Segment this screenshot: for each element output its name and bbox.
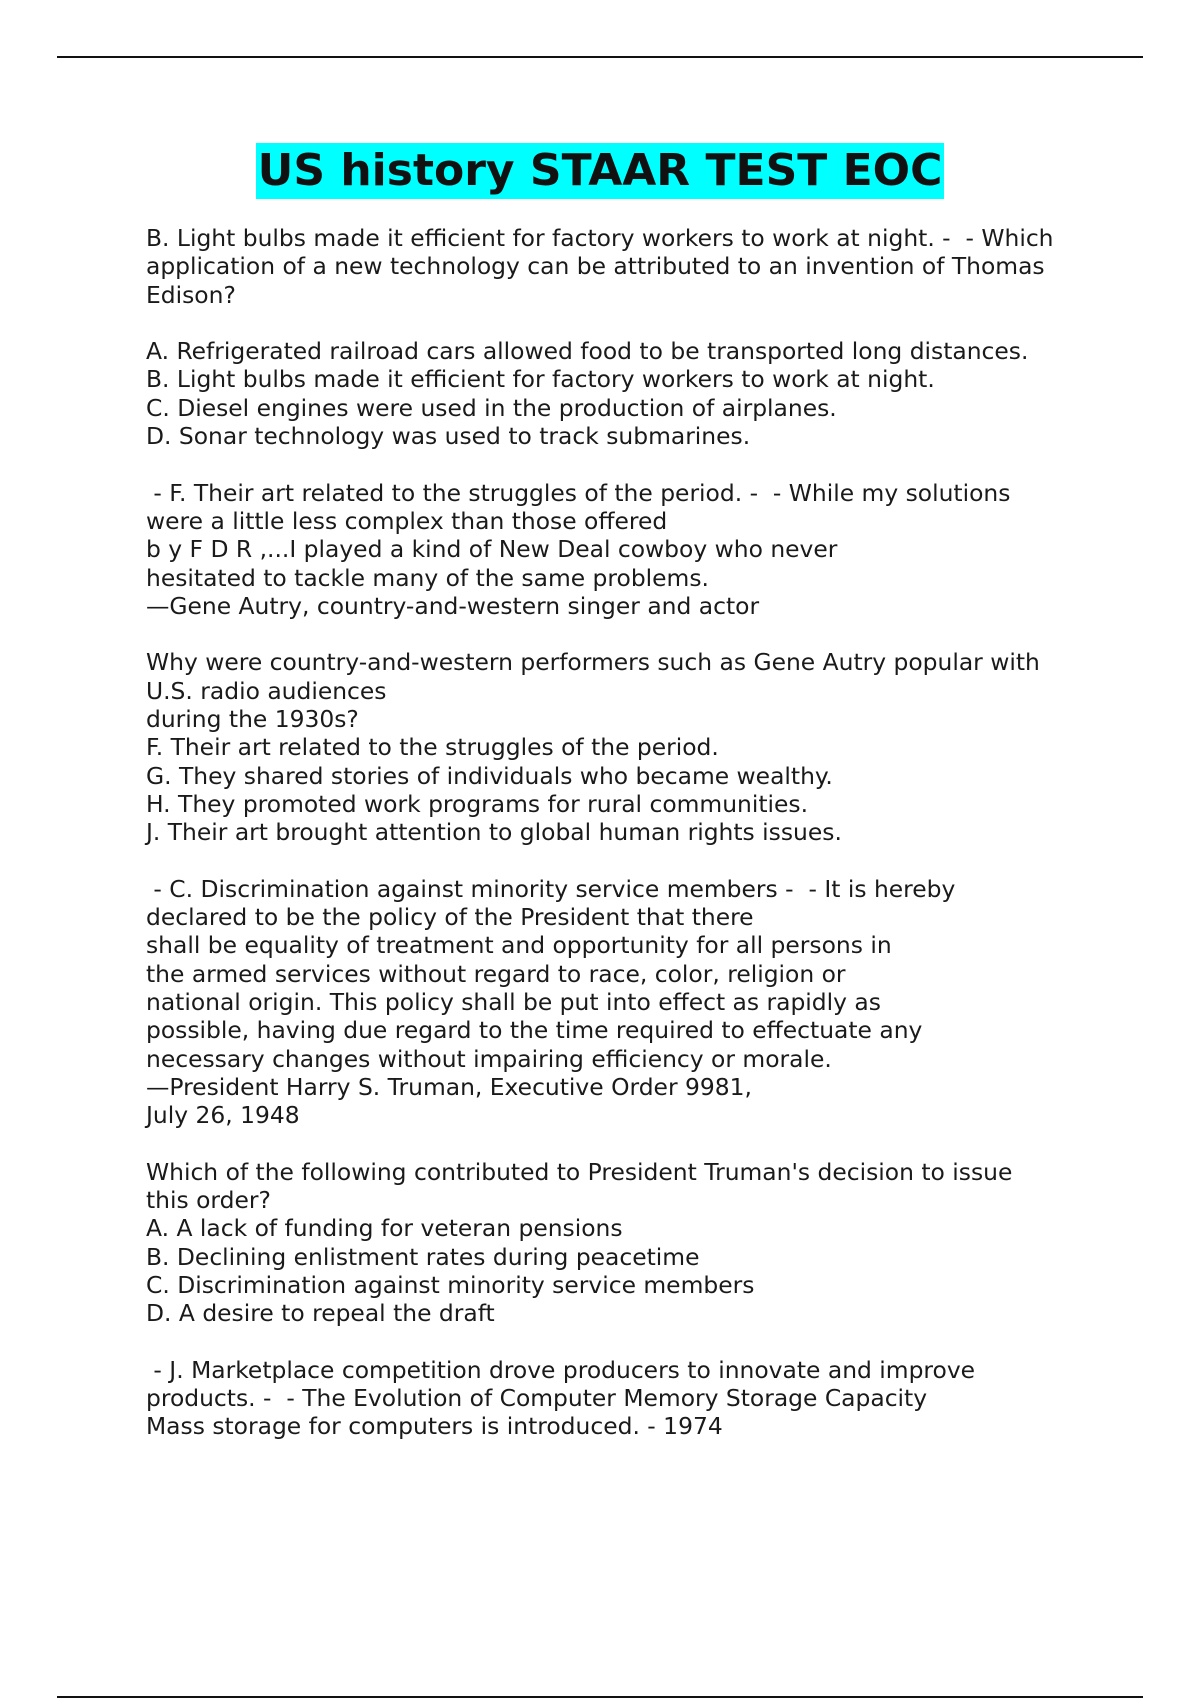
text-line: C. Diesel engines were used in the production of airplanes. [146,393,837,422]
text-line: national origin. This policy shall be put into effect as rapidly as [146,988,881,1017]
text-line: shall be equality of treatment and opportunity for all persons in [146,931,892,960]
text-line: during the 1930s? [146,705,359,734]
text-block [146,224,1106,309]
text-line: products. - - The Evolution of Computer Memory Storage Capacity [146,1384,928,1413]
text-line: B. Light bulbs made it efficient for factory workers to work at night. - - Which [146,224,1054,252]
text-block [146,875,1106,1130]
text-line: - F. Their art related to the struggles of the period. - - While my solutions [146,478,1011,507]
text-block [146,1356,1106,1441]
text-line: D. Sonar technology was used to track submarines. [146,422,751,451]
text-line: —President Harry S. Truman, Executive Order 9981, [146,1072,752,1101]
title-container [0,143,1200,199]
text-line: were a little less complex than those offered [146,506,668,535]
text-line: July 26, 1948 [146,1101,300,1130]
top-rule [57,56,1143,58]
text-line: F. Their art related to the struggles of the period. [146,733,719,762]
text-line: possible, having due regard to the time required to effectuate any [146,1016,923,1045]
text-line: Which of the following contributed to President Truman's decision to issue [146,1157,1013,1186]
text-line: - C. Discrimination against minority service members - - It is hereby [146,874,956,903]
text-line: D. A desire to repeal the draft [146,1299,495,1328]
text-line: this order? [146,1186,271,1215]
text-line: Why were country-and-western performers such as Gene Autry popular with [146,648,1040,677]
bottom-rule [57,1696,1143,1698]
text-line: H. They promoted work programs for rural communities. [146,789,809,818]
text-line: b y F D R ,...I played a kind of New Deal cowboy who never [146,535,838,564]
text-line: C. Discrimination against minority service members [146,1270,755,1299]
text-block [146,1158,1106,1328]
text-line: necessary changes without impairing efficiency or morale. [146,1044,832,1073]
text-block [146,479,1106,620]
text-line: the armed services without regard to race, color, religion or [146,959,846,988]
text-line: - J. Marketplace competition drove producers to innovate and improve [146,1355,976,1384]
text-line: —Gene Autry, country-and-western singer and actor [146,591,760,620]
text-line: Edison? [146,280,236,309]
text-line: application of a new technology can be attributed to an invention of Thomas [146,252,1045,281]
page-title: US history STAAR TEST EOC [256,143,945,199]
text-line: A. A lack of funding for veteran pensions [146,1214,623,1243]
text-block [146,337,1106,450]
text-line: Mass storage for computers is introduced. - 1974 [146,1412,723,1441]
text-line: J. Their art brought attention to global human rights issues. [146,818,842,847]
document-body [146,224,1106,1469]
text-line: declared to be the policy of the President that there [146,903,754,932]
text-line: B. Light bulbs made it efficient for factory workers to work at night. [146,365,935,394]
text-line: G. They shared stories of individuals who became wealthy. [146,761,833,790]
text-line: B. Declining enlistment rates during peacetime [146,1242,700,1271]
text-line: A. Refrigerated railroad cars allowed food to be transported long distances. [146,337,1029,366]
text-line: U.S. radio audiences [146,676,387,705]
text-line: hesitated to tackle many of the same problems. [146,563,709,592]
text-block [146,648,1106,846]
